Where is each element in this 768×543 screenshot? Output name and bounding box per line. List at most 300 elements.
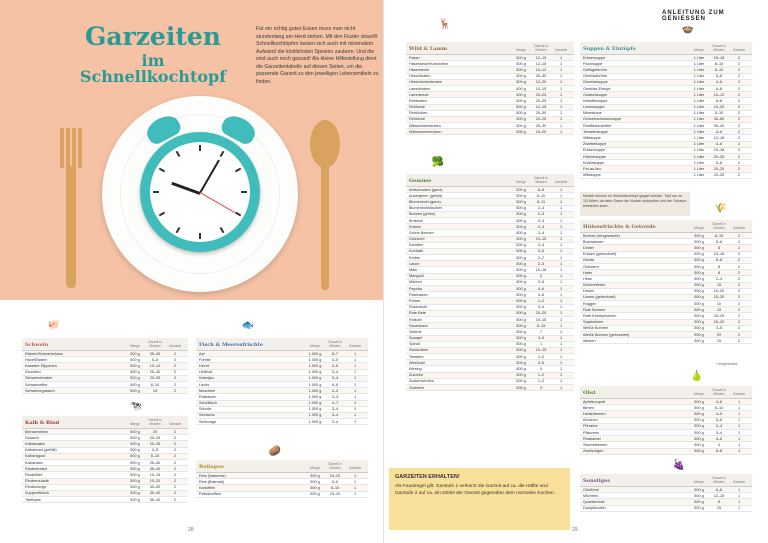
cell-value: 1 <box>559 74 563 79</box>
cell-name: Erbsen (getrocknet) <box>583 252 617 257</box>
cell-value: 3–5 <box>537 249 545 254</box>
cell-value: 500 g <box>694 399 704 404</box>
cell-name: Muscheln <box>199 388 216 393</box>
cell-name: Sojabohnen <box>583 320 604 325</box>
cell-name: Rhabarber <box>583 436 601 441</box>
cell-value: 500 g <box>130 376 140 381</box>
table-header <box>22 338 188 351</box>
column-header-qty: Menge <box>694 48 704 52</box>
cell-value: 1 <box>559 123 563 128</box>
cell-value: 500 g <box>516 385 526 390</box>
soup-icon: 🍲 <box>681 23 695 35</box>
table-huelsen <box>580 220 752 344</box>
cell-value: 2 <box>737 326 741 331</box>
cell-value: 1.000 g <box>308 357 322 362</box>
cell-value: 500 g <box>130 466 140 471</box>
cell-value: 2–3 <box>715 276 723 281</box>
cell-name: Weiße Bohnen <box>583 326 609 331</box>
table-title: Suppen & Eintöpfe <box>583 46 636 52</box>
cell-name: Gemüse-Eintopf <box>583 86 611 91</box>
cell-value: 3–4 <box>331 370 339 375</box>
cell-value: 1 <box>559 111 563 116</box>
cell-value: 3–4 <box>537 230 545 235</box>
cell-value: 20–25 <box>149 435 161 440</box>
cell-value: 6–8 <box>715 86 723 91</box>
cell-value: 500 g <box>694 332 704 337</box>
cell-value: 500 g <box>516 379 526 384</box>
cell-value: 6–8 <box>537 187 545 192</box>
cell-value: 2 <box>173 363 177 368</box>
cell-value: 1 <box>559 98 563 103</box>
cell-name: Erbsensuppe <box>583 148 606 153</box>
cell-name: Wildschweinrücken <box>409 129 442 134</box>
cell-value: 10 <box>716 301 722 306</box>
cell-value: 1 Liter <box>693 154 705 159</box>
fruit-icon: 🍐 <box>690 370 704 382</box>
cell-value: 2 <box>173 454 177 459</box>
cell-value: 500 g <box>694 338 704 343</box>
cell-value: 500 g <box>130 435 140 440</box>
cell-value: 2 <box>737 166 741 171</box>
column-header-time: Garzeit in Minuten <box>328 340 342 348</box>
cell-name: Lauch <box>409 261 420 266</box>
cell-value: 15–20 <box>535 129 547 134</box>
column-header-level: Garstufe <box>732 480 746 484</box>
cell-value: 10–15 <box>535 237 547 242</box>
cell-value: 10–15 <box>535 317 547 322</box>
cell-value: 2 <box>737 283 741 288</box>
cell-value: 15–20 <box>713 320 725 325</box>
cell-value: 500 g <box>516 105 526 110</box>
cell-name: Kürbissuppe <box>583 160 605 165</box>
cell-value: 500 g <box>516 187 526 192</box>
cell-value: 15–18 <box>713 252 725 257</box>
info-box-text: Als Faustregel gilt: Garstufe 1 verkürzt die Garzeit auf ca. die Hälfte und Garstufe 2 auf ca. ein Drittel der Garzeit gegenüber dem normalen Kochen. <box>395 484 555 497</box>
cell-name: Porree <box>409 298 421 303</box>
cell-name: Heidelbeeren <box>583 411 606 416</box>
cell-value: 500 g <box>694 487 704 492</box>
cell-value: 2 <box>173 466 177 471</box>
cell-name: Rote Kidneybohnen <box>583 314 617 319</box>
cell-name: Zwiebeln <box>409 385 425 390</box>
cell-value: 500 g <box>516 360 526 365</box>
cell-value: 1 <box>737 442 741 447</box>
cell-name: Mangold <box>409 274 424 279</box>
cell-name: Bohnen (grüne) <box>409 212 436 217</box>
cell-name: Schweinefilet <box>25 382 48 387</box>
cell-name: Fasan <box>409 55 420 60</box>
cell-value: 7 <box>539 329 543 334</box>
cell-value: 1 Liter <box>693 173 705 178</box>
column-header-level: Garstufe <box>168 422 182 426</box>
cell-value: 2 <box>737 92 741 97</box>
cell-value: 1.000 g <box>308 382 322 387</box>
cell-value: 10–12 <box>713 92 725 97</box>
table-header <box>580 220 752 233</box>
cell-value: 8–10 <box>330 485 340 490</box>
table-schwein <box>22 338 188 394</box>
cell-value: 20–25 <box>713 154 725 159</box>
cell-value: 500 g <box>516 117 526 122</box>
cell-value: 1 Liter <box>693 105 705 110</box>
column-header-qty: Menge <box>310 466 320 470</box>
cell-value: 6–8 <box>715 449 723 454</box>
cell-value: 6–8 <box>715 487 723 492</box>
cell-value: 15 <box>152 388 158 393</box>
cell-value: 4–8 <box>715 399 723 404</box>
table-title: Beilagen <box>199 464 224 470</box>
cell-name: Zwetschgen <box>583 449 604 454</box>
cell-value: 2–3 <box>537 261 545 266</box>
cell-value: 500 g <box>130 429 140 434</box>
cell-name: Wirsing <box>409 367 422 372</box>
table-title: Sonstiges <box>583 478 611 484</box>
cell-name: Linsensuppe <box>583 105 605 110</box>
cow-icon: 🐄 <box>129 400 143 412</box>
column-header-qty: Menge <box>130 344 140 348</box>
cell-name: Milchreis <box>583 493 598 498</box>
cell-value: 500 g <box>516 243 526 248</box>
table-title: Kalb & Rind <box>25 420 60 426</box>
cell-value: 20–25 <box>535 92 547 97</box>
cell-value: 4–5 <box>715 411 723 416</box>
cell-value: 2 <box>173 382 177 387</box>
cell-value: 1 Liter <box>693 74 705 79</box>
cell-name: Pfirsiche <box>583 424 598 429</box>
cell-name: Stachelbeeren <box>583 442 608 447</box>
cell-value: 8–10 <box>714 61 724 66</box>
cell-value: 1 <box>559 117 563 122</box>
cell-value: 20–25 <box>535 98 547 103</box>
cell-value: 2 <box>173 479 177 484</box>
cell-value: 1 <box>353 485 357 490</box>
cell-value: 1–2 <box>537 354 545 359</box>
cell-value: 30–40 <box>149 491 161 496</box>
cell-value: 2 <box>737 80 741 85</box>
cell-name: Schellfisch <box>199 401 218 406</box>
cell-value: 1 <box>559 261 563 266</box>
table-title: Gemüse <box>409 178 432 184</box>
cell-value: 2 <box>173 485 177 490</box>
cell-value: 2–4 <box>537 206 545 211</box>
cell-value: 1 Liter <box>693 123 705 128</box>
cell-value: 1 <box>559 129 563 134</box>
title-line1: Garzeiten <box>85 22 221 51</box>
table-row <box>580 173 752 179</box>
cell-value: 2–4 <box>715 424 723 429</box>
cell-value: 1 <box>559 80 563 85</box>
cell-value: 5–8 <box>715 160 723 165</box>
cell-name: Pot-au-feu <box>583 166 601 171</box>
info-box <box>389 468 570 530</box>
cell-value: 1 <box>559 67 563 72</box>
cell-value: 2 <box>737 136 741 141</box>
cell-value: 6–10 <box>714 405 724 410</box>
cell-value: 1 <box>737 430 741 435</box>
cell-value: 500 g <box>130 491 140 496</box>
cell-name: Hasenkeule/Kaninchen <box>409 61 449 66</box>
cell-value: 500 g <box>130 382 140 387</box>
cell-name: Bohnen (eingeweicht) <box>583 233 620 238</box>
table-header <box>580 42 752 55</box>
cell-value: 2 <box>737 105 741 110</box>
cell-name: Minestrone <box>583 111 602 116</box>
cell-value: 500 g <box>694 233 704 238</box>
cell-value: 10–12 <box>149 363 161 368</box>
cell-name: Blumenkohlröschen <box>409 206 443 211</box>
cell-value: 3–5 <box>537 336 545 341</box>
cell-value: 10–20 <box>713 289 725 294</box>
cell-value: 3–4 <box>537 305 545 310</box>
cell-value: 500 g <box>130 441 140 446</box>
cell-value: 2 <box>737 111 741 116</box>
cell-value: 1 <box>559 274 563 279</box>
cell-value: 3–4 <box>537 218 545 223</box>
cell-value: 2 <box>173 491 177 496</box>
cell-value: 4–6 <box>715 436 723 441</box>
cell-name: Tomaten <box>409 354 424 359</box>
cell-value: 2 <box>737 117 741 122</box>
cell-value: 500 g <box>694 295 704 300</box>
grain-icon: 🌾 <box>714 202 728 214</box>
cell-value: 2 <box>173 460 177 465</box>
cell-name: Schinken <box>25 370 41 375</box>
table-kalb <box>22 416 188 503</box>
cell-value: 2 <box>737 289 741 294</box>
table-beilagen <box>196 460 368 498</box>
cell-value: 1 <box>559 323 563 328</box>
cell-value: 1 <box>559 373 563 378</box>
cell-value: 3–5 <box>537 292 545 297</box>
cell-name: Pellkartoffeln <box>199 492 221 497</box>
wooden-spoon-icon <box>310 120 340 290</box>
cell-value: 500 g <box>516 86 526 91</box>
cell-value: 1 <box>353 357 357 362</box>
cell-value: 500 g <box>130 388 140 393</box>
cell-value: 10–15 <box>535 86 547 91</box>
cell-value: 25–30 <box>149 460 161 465</box>
cell-value: 2 <box>173 429 177 434</box>
cell-value: 5–10 <box>714 111 724 116</box>
cell-value: 2 <box>737 320 741 325</box>
cell-value: 500 g <box>694 436 704 441</box>
cell-value: 1.000 g <box>308 401 322 406</box>
cell-value: 500 g <box>694 258 704 263</box>
column-header-time: Garzeit in Minuten <box>148 340 162 348</box>
cell-value: 500 g <box>516 354 526 359</box>
cell-name: Spargel <box>409 336 423 341</box>
cell-name: Beinscheiben <box>25 429 48 434</box>
table-title: Obst <box>583 390 596 396</box>
cell-value: 500 g <box>130 351 140 356</box>
cell-value: 1 Liter <box>693 67 705 72</box>
cell-value: 2–5 <box>151 448 159 453</box>
cell-name: Weiße Bohnen (getrocknet) <box>583 332 630 337</box>
cell-value: 500 g <box>130 454 140 459</box>
column-header-level: Garstufe <box>732 48 746 52</box>
cell-value: 2 <box>737 239 741 244</box>
table-row <box>196 492 368 498</box>
cell-name: Forelle <box>199 357 211 362</box>
cell-value: 500 g <box>130 472 140 477</box>
cell-value: 500 g <box>516 74 526 79</box>
column-header-level: Garstufe <box>168 344 182 348</box>
cell-value: 1 <box>559 317 563 322</box>
table-row <box>580 449 752 455</box>
cell-name: Grünkern <box>583 264 599 269</box>
cell-value: 500 g <box>310 479 320 484</box>
table-header <box>406 174 574 187</box>
table-row <box>406 385 574 391</box>
cell-value: 3–4 <box>331 413 339 418</box>
cell-value: 1 Liter <box>693 136 705 141</box>
cell-name: Artischocken (ganz) <box>409 187 443 192</box>
cell-value: 4–6 <box>537 286 545 291</box>
cell-value: 500 g <box>516 274 526 279</box>
cell-name: Reis (Naturreis) <box>199 473 226 478</box>
cell-value: 2 <box>737 258 741 263</box>
cell-value: 5–6 <box>151 357 159 362</box>
cell-value: 3–4 <box>331 419 339 424</box>
cell-value: 1 <box>353 394 357 399</box>
table-row <box>580 338 752 344</box>
cell-value: 500 g <box>516 92 526 97</box>
cell-value: 500 g <box>516 342 526 347</box>
cell-value: 20–25 <box>535 311 547 316</box>
table-header <box>22 416 188 429</box>
cell-value: 500 g <box>516 367 526 372</box>
cell-value: 500 g <box>516 280 526 285</box>
cell-value: 6–8 <box>331 382 339 387</box>
cell-value: 3–4 <box>331 376 339 381</box>
intro-text: Für ein richtig gutes Essen muss man nicht stundenlang am Herd stehen. Mit den Fissler vitavit® Schnellkochtöpfen lassen sich auch mit minimalem Aufwand die köstlichsten Speisen zaubern. Und die sind auch noch gesund! Als kleine Hilfestellung dient die Garzeitentabelle auf diesen Seiten, um die passende Garzeit zu den jeweiligen Lebensmitteln zu finden. <box>256 26 379 85</box>
cell-value: 1 <box>559 218 563 223</box>
cell-name: Sauerkraut <box>409 323 428 328</box>
cell-name: Sellerie <box>409 329 422 334</box>
cell-value: 2 <box>173 435 177 440</box>
cell-name: Roggen <box>583 301 597 306</box>
cell-name: Rindfleischbrühe <box>583 123 612 128</box>
cell-name: Tafelspitz <box>25 497 41 502</box>
cell-value: 10–12 <box>535 67 547 72</box>
cell-value: 10–18 <box>535 268 547 273</box>
cell-value: 1 <box>559 305 563 310</box>
cell-name: Scholle <box>199 407 212 412</box>
cell-value: 500 g <box>694 493 704 498</box>
cell-value: 500 g <box>516 249 526 254</box>
cell-name: Weißkohl <box>409 360 425 365</box>
cell-value: 1–2 <box>537 373 545 378</box>
cell-name: Grießbrei <box>583 487 599 492</box>
cell-value: 1 Liter <box>693 129 705 134</box>
cell-value: 1 <box>353 473 357 478</box>
cell-name: Wildsuppe <box>583 173 601 178</box>
cell-name: Pastinaken <box>409 292 428 297</box>
cell-name: Kalbsbrust (gefüllt) <box>25 448 57 453</box>
cell-value: 1 <box>559 280 563 285</box>
cell-name: Wildschweinbraten <box>409 123 441 128</box>
right-page <box>384 0 768 543</box>
cell-value: 1 <box>353 376 357 381</box>
cell-value: 500 g <box>516 317 526 322</box>
cell-value: 6–8 <box>715 258 723 263</box>
cell-name: Rote Bohnen <box>583 307 606 312</box>
cell-value: 2 <box>173 370 177 375</box>
cell-value: 500 g <box>516 237 526 242</box>
cell-value: 3–5 <box>715 326 723 331</box>
cell-name: Steckrüben <box>409 348 429 353</box>
cell-value: 2 <box>173 357 177 362</box>
cell-value: 1.000 g <box>308 419 322 424</box>
cell-value: 1 <box>737 487 741 492</box>
cell-value: 3–4 <box>537 243 545 248</box>
cell-name: Hasenkeule <box>409 67 430 72</box>
column-header-time: Garzeit in Minuten <box>534 44 548 52</box>
column-header-time: Garzeit in Minuten <box>712 388 726 396</box>
cell-value: 8–10 <box>536 193 546 198</box>
cell-value: 20–25 <box>149 376 161 381</box>
cell-value: 1 <box>559 92 563 97</box>
cell-value: 500 g <box>130 370 140 375</box>
cell-name: Rotbarsch <box>199 394 217 399</box>
cell-value: 1.000 g <box>308 370 322 375</box>
cell-value: 500 g <box>130 448 140 453</box>
cell-value: 1 <box>559 55 563 60</box>
cell-value: 1 <box>559 379 563 384</box>
cell-value: 2 <box>173 448 177 453</box>
cell-name: Hirschrückenbraten <box>409 80 442 85</box>
cell-name: Rote Bete <box>409 311 426 316</box>
pig-icon: 🐖 <box>47 319 61 331</box>
cell-name: Geflügelbrühe <box>583 67 607 72</box>
cell-value: 500 g <box>130 497 140 502</box>
cell-name: Kirschen <box>583 418 598 423</box>
cell-value: 12–15 <box>535 61 547 66</box>
cell-value: 500 g <box>516 230 526 235</box>
cell-name: Wildsuppe <box>583 136 601 141</box>
cell-name: Auberginen (gefüllt) <box>409 193 443 198</box>
cell-value: 1 <box>559 224 563 229</box>
cell-value: 500 g <box>516 199 526 204</box>
cell-value: 2 <box>737 252 741 257</box>
cell-name: Paprika <box>409 286 422 291</box>
cell-value: 1 <box>559 336 563 341</box>
cell-value: 2 <box>737 314 741 319</box>
table-wild <box>406 42 574 135</box>
cell-value: 500 g <box>694 301 704 306</box>
cell-name: Zuckerschoten <box>409 379 434 384</box>
cell-value: 500 g <box>516 261 526 266</box>
cell-name: Mais <box>409 268 418 273</box>
cell-value: 1 <box>737 506 741 511</box>
cell-value: 15 <box>716 307 722 312</box>
cell-value: 2 <box>737 307 741 312</box>
cell-value: 1–2 <box>537 298 545 303</box>
cell-value: 2 <box>737 154 741 159</box>
cell-value: 1 <box>353 419 357 424</box>
title-line2: im Schnellkochtopf <box>79 51 227 86</box>
cell-value: 20–25 <box>713 173 725 178</box>
cell-value: 500 g <box>694 418 704 423</box>
cell-name: Dinkel <box>583 245 594 250</box>
cell-value: 500 g <box>694 276 704 281</box>
cell-value: 1 <box>539 342 543 347</box>
cell-value: 1 <box>737 493 741 498</box>
cell-name: Blumenkohl (ganz) <box>409 199 441 204</box>
cell-value: 500 g <box>516 61 526 66</box>
cell-value: 8 <box>717 245 721 250</box>
cell-name: Weizen <box>583 338 596 343</box>
